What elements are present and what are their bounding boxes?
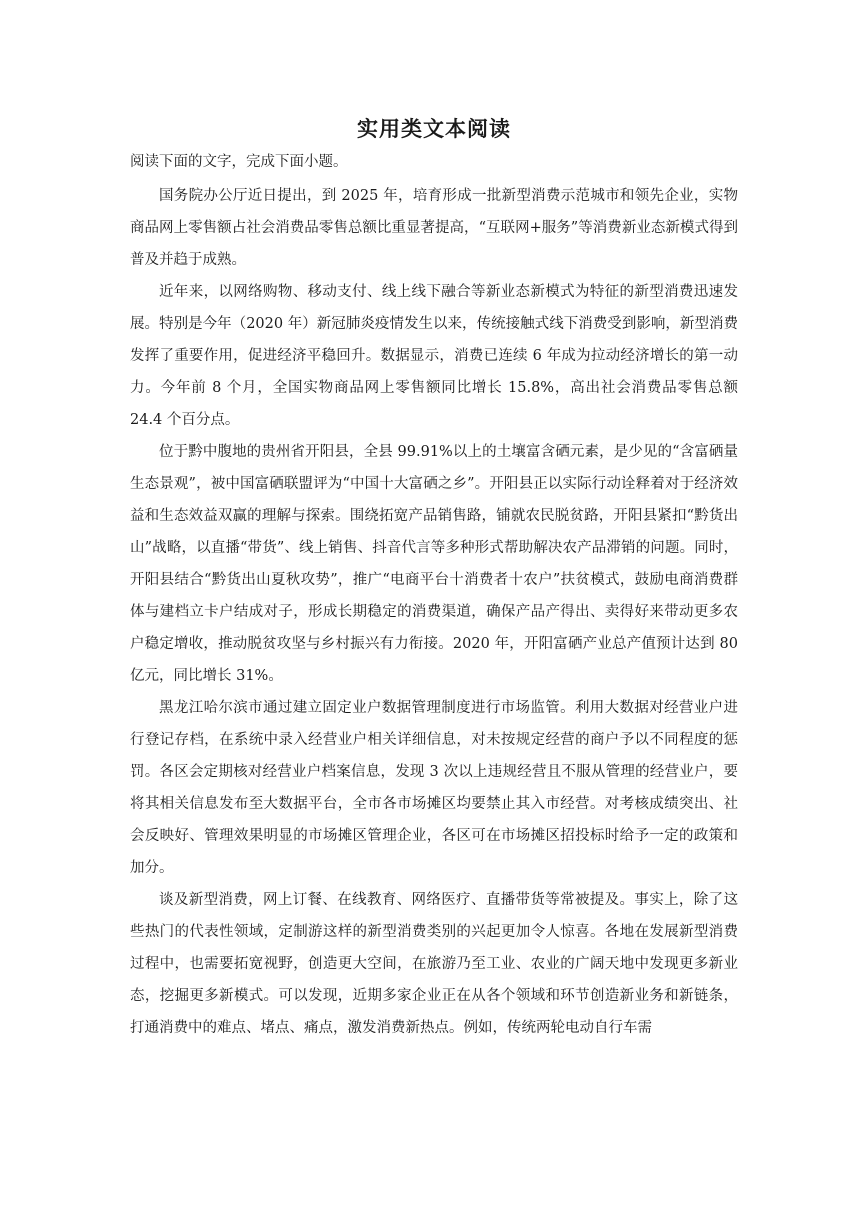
paragraph-3: 位于黔中腹地的贵州省开阳县，全县 99.91%以上的土壤富含硒元素，是少见的“含富硒量生态景观”，被中国富硒联盟评为“中国十大富硒之乡”。开阳县正以实际行动诠释着对于经济效益和生态效益双赢的理解与探索。围绕拓宽产品销售路，铺就农民脱贫路，开阳县紧扣“黔货出山”战略，以直播“带货”、线上销售、抖音代言等多种形式帮助解决农产品滞销的问题。同时，开阳县结合“黔货出山夏秋攻势”，推广“电商平台十消费者十农户”扶贫模式，鼓励电商消费群体与建档立卡户结成对子，形成长期稳定的消费渠道，确保产品产得出、卖得好来带动更多农户稳定增收，推动脱贫攻坚与乡村振兴有力衔接。2020 年，开阳富硒产业总产值预计达到 80 亿元，同比增长 31%。 bbox=[130, 444, 738, 684]
paragraph-1: 国务院办公厅近日提出，到 2025 年，培育形成一批新型消费示范城市和领先企业，实物商品网上零售额占社会消费品零售总额比重显著提高，“互联网+服务”等消费新业态新模式得到普及并趋于成熟。 bbox=[130, 188, 738, 268]
page-title: 实用类文本阅读 bbox=[357, 116, 511, 141]
document-page bbox=[130, 112, 738, 1044]
instruction-text: 阅读下面的文字，完成下面小题。 bbox=[130, 154, 348, 170]
paragraph-5: 谈及新型消费，网上订餐、在线教育、网络医疗、直播带货等常被提及。事实上，除了这些热门的代表性领域，定制游这样的新型消费类别的兴起更加令人惊喜。各地在发展新型消费过程中，也需要拓宽视野，创造更大空间，在旅游乃至工业、农业的广阔天地中发现更多新业态，挖掘更多新模式。可以发现，近期多家企业正在从各个领域和环节创造新业务和新链条，打通消费中的难点、堵点、痛点，激发消费新热点。例如，传统两轮电动自行车需 bbox=[130, 892, 738, 1036]
paragraph-2: 近年来，以网络购物、移动支付、线上线下融合等新业态新模式为特征的新型消费迅速发展。特别是今年（2020 年）新冠肺炎疫情发生以来，传统接触式线下消费受到影响，新型消费发挥了重要作用，促进经济平稳回升。数据显示，消费已连续 6 年成为拉动经济增长的第一动力。今年前 8 个月，全国实物商品网上零售额同比增长 15.8%，高出社会消费品零售总额 24.4 个百分点。 bbox=[130, 284, 738, 428]
paragraph-4: 黑龙江哈尔滨市通过建立固定业户数据管理制度进行市场监管。利用大数据对经营业户进行登记存档，在系统中录入经营业户相关详细信息，对未按规定经营的商户予以不同程度的惩罚。各区会定期核对经营业户档案信息，发现 3 次以上违规经营且不服从管理的经营业户，要将其相关信息发布至大数据平台，全市各市场摊区均要禁止其入市经营。对考核成绩突出、社会反映好、管理效果明显的市场摊区管理企业，各区可在市场摊区招投标时给予一定的政策和加分。 bbox=[130, 700, 738, 876]
